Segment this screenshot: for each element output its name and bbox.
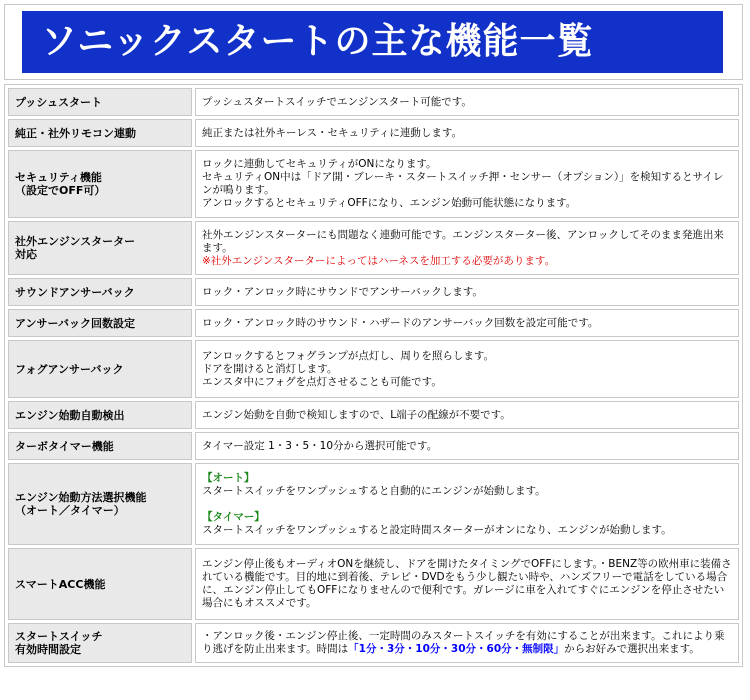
warning-note: ※社外エンジンスターターによってはハーネスを加工する必要があります。 [202, 254, 556, 267]
feature-name: ターボタイマー機能 [8, 432, 192, 460]
title-banner [4, 4, 743, 80]
table-row [8, 150, 739, 218]
feature-description: アンロックするとフォグランプが点灯し、周りを照らします。 ドアを開けると消灯します。 エンスタ中にフォグを点灯させることも可能です。 [195, 340, 739, 398]
feature-name: スマートACC機能 [8, 548, 192, 620]
feature-description: プッシュスタートスイッチでエンジンスタート可能です。 [195, 88, 739, 116]
feature-description: ロック・アンロック時にサウンドでアンサーバックします。 [195, 278, 739, 306]
table-row [8, 221, 739, 275]
table-row [8, 432, 739, 460]
feature-name: 純正・社外リモコン連動 [8, 119, 192, 147]
feature-description: ロックに連動してセキュリティがONになります。 セキュリティON中は「ドア開・ブレーキ・スタートスイッチ押・センサー（オプション）」を検知するとサイレンが鳴ります。 アンロックするとセキュリティOFFになり、エンジン始動可能状態になります。 [195, 150, 739, 218]
feature-table [4, 84, 743, 667]
feature-name: アンサーバック回数設定 [8, 309, 192, 337]
feature-name: スタートスイッチ 有効時間設定 [8, 623, 192, 663]
feature-name: サウンドアンサーバック [8, 278, 192, 306]
feature-description: エンジン始動を自動で検知しますので、L端子の配線が不要です。 [195, 401, 739, 429]
feature-name: エンジン始動方法選択機能 （オート／タイマー） [8, 463, 192, 545]
table-row [8, 309, 739, 337]
feature-description: ・アンロック後・エンジン停止後、一定時間のみスタートスイッチを有効にすることが出来ます。これにより乗り逃げを防止出来ます。時間は「1分・3分・10分・30分・60分・無制限」からお好みで選択出来ます。 [195, 623, 739, 663]
table-row [8, 340, 739, 398]
feature-name: 社外エンジンスターター 対応 [8, 221, 192, 275]
timer-mode-label: 【タイマー】 [202, 510, 265, 523]
feature-name: エンジン始動自動検出 [8, 401, 192, 429]
feature-name: プッシュスタート [8, 88, 192, 116]
table-row [8, 119, 739, 147]
time-options-highlight: 「1分・3分・10分・30分・60分・無制限」 [348, 643, 565, 655]
feature-description: 【オート】 スタートスイッチをワンプッシュすると自動的にエンジンが始動します。 【タイマー】 スタートスイッチをワンプッシュすると設定時間スターターがオンになり、エンジンが始動します。 [195, 463, 739, 545]
feature-description: エンジン停止後もオーディオONを継続し、ドアを開けたタイミングでOFFにします。・BENZ等の欧州車に装備されている機能です。目的地に到着後、テレビ・DVDをもう少し観たい時や、ハンズフリーで電話をしている場合に、エンジン停止してもOFFになりませんので便利です。ガレージに車を入れてすぐにエンジンを停止させたい場合にもオススメです。 [195, 548, 739, 620]
table-row [8, 278, 739, 306]
table-row [8, 463, 739, 545]
table-row [8, 401, 739, 429]
table-row [8, 623, 739, 663]
page-title: ソニックスタートの主な機能一覧 [22, 11, 723, 73]
table-row [8, 548, 739, 620]
feature-description: ロック・アンロック時のサウンド・ハザードのアンサーバック回数を設定可能です。 [195, 309, 739, 337]
feature-name: セキュリティ機能 （設定でOFF可） [8, 150, 192, 218]
feature-description: 社外エンジンスターターにも問題なく連動可能です。エンジンスターター後、アンロックしてそのまま発進出来ます。 ※社外エンジンスターターによってはハーネスを加工する必要があります。 [195, 221, 739, 275]
auto-mode-label: 【オート】 [202, 471, 255, 484]
feature-description: タイマー設定 1・3・5・10分から選択可能です。 [195, 432, 739, 460]
feature-name: フォグアンサーバック [8, 340, 192, 398]
feature-description: 純正または社外キーレス・セキュリティに連動します。 [195, 119, 739, 147]
table-row [8, 88, 739, 116]
